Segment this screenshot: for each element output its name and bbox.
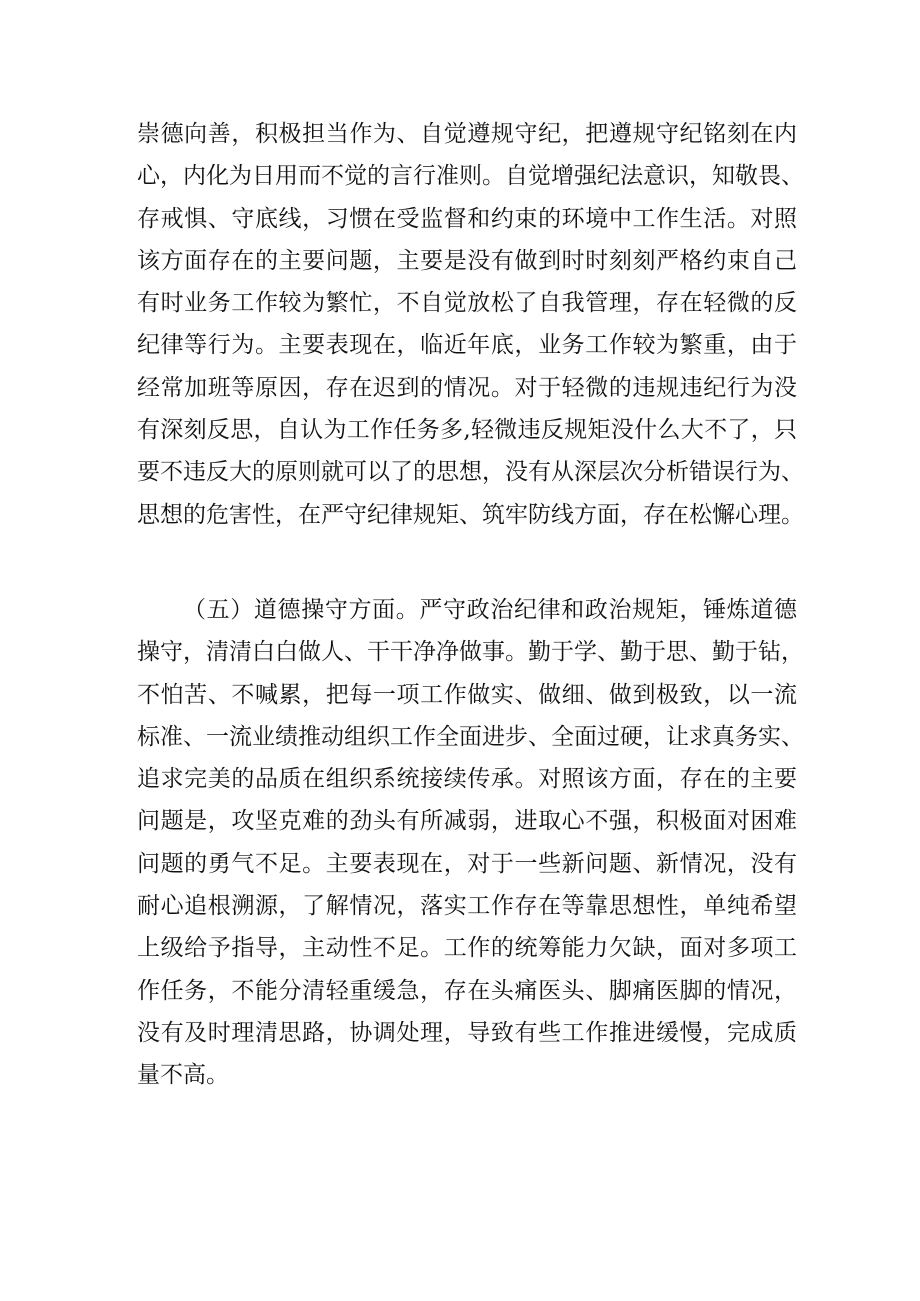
paragraph-line: 没有及时理清思路，协调处理，导致有些工作推进缓慢，完成质: [137, 1019, 797, 1046]
paragraph-line: 思想的危害性，在严守纪律规矩、筑牢防线方面，存在松懈心理。: [137, 501, 804, 528]
paragraph-line: 作任务，不能分清轻重缓急，存在头痛医头、脚痛医脚的情况，: [137, 977, 797, 1004]
paragraph-line: 问题是，攻坚克难的劲头有所减弱，进取心不强，积极面对困难: [137, 808, 797, 835]
paragraph-continued: [137, 113, 804, 536]
paragraph-line: 问题的勇气不足。主要表现在，对于一些新问题、新情况，没有: [137, 850, 797, 877]
paragraph-first-line: （五）道德操守方面。严守政治纪律和政治规矩，锤炼道德: [183, 597, 797, 623]
paragraph-line: 有时业务工作较为繁忙，不自觉放松了自我管理，存在轻微的反: [137, 290, 797, 317]
paragraph-line: 不怕苦、不喊累，把每一项工作做实、做细、做到极致，以一流: [137, 681, 797, 708]
paragraph-line: 标准、一流业绩推动组织工作全面进步、全面过硬，让求真务实、: [137, 723, 804, 750]
paragraph-line: 耐心追根溯源，了解情况，落实工作存在等靠思想性，单纯希望: [137, 893, 797, 920]
paragraph-line: 经常加班等原因，存在迟到的情况。对于轻微的违规违纪行为没: [137, 374, 797, 401]
paragraph-last-line: 量不高。: [137, 1062, 229, 1089]
paragraph-line: 崇德向善，积极担当作为、自觉遵规守纪，把遵规守纪铭刻在内: [137, 121, 797, 147]
paragraph-line: 心，内化为日用而不觉的言行准则。自觉增强纪法意识，知敬畏、: [137, 163, 804, 190]
paragraph-line: 操守，清清白白做人、干干净净做事。勤于学、勤于思、勤于钻，: [137, 639, 804, 666]
paragraph-line: 纪律等行为。主要表现在，临近年底，业务工作较为繁重，由于: [137, 332, 797, 359]
paragraph-moral-conduct: [137, 589, 804, 1097]
paragraph-line: 该方面存在的主要问题，主要是没有做到时时刻刻严格约束自己: [137, 247, 797, 274]
paragraph-line: 上级给予指导，主动性不足。工作的统筹能力欠缺，面对多项工: [137, 935, 797, 962]
paragraph-line: 追求完美的品质在组织系统接续传承。对照该方面，存在的主要: [137, 766, 797, 793]
paragraph-line: 要不违反大的原则就可以了的思想，没有从深层次分析错误行为、: [137, 459, 804, 486]
paragraph-line: 有深刻反思，自认为工作任务多,轻微违反规矩没什么大不了，只: [137, 417, 797, 444]
paragraph-line: 存戒惧、守底线，习惯在受监督和约束的环境中工作生活。对照: [137, 205, 797, 232]
